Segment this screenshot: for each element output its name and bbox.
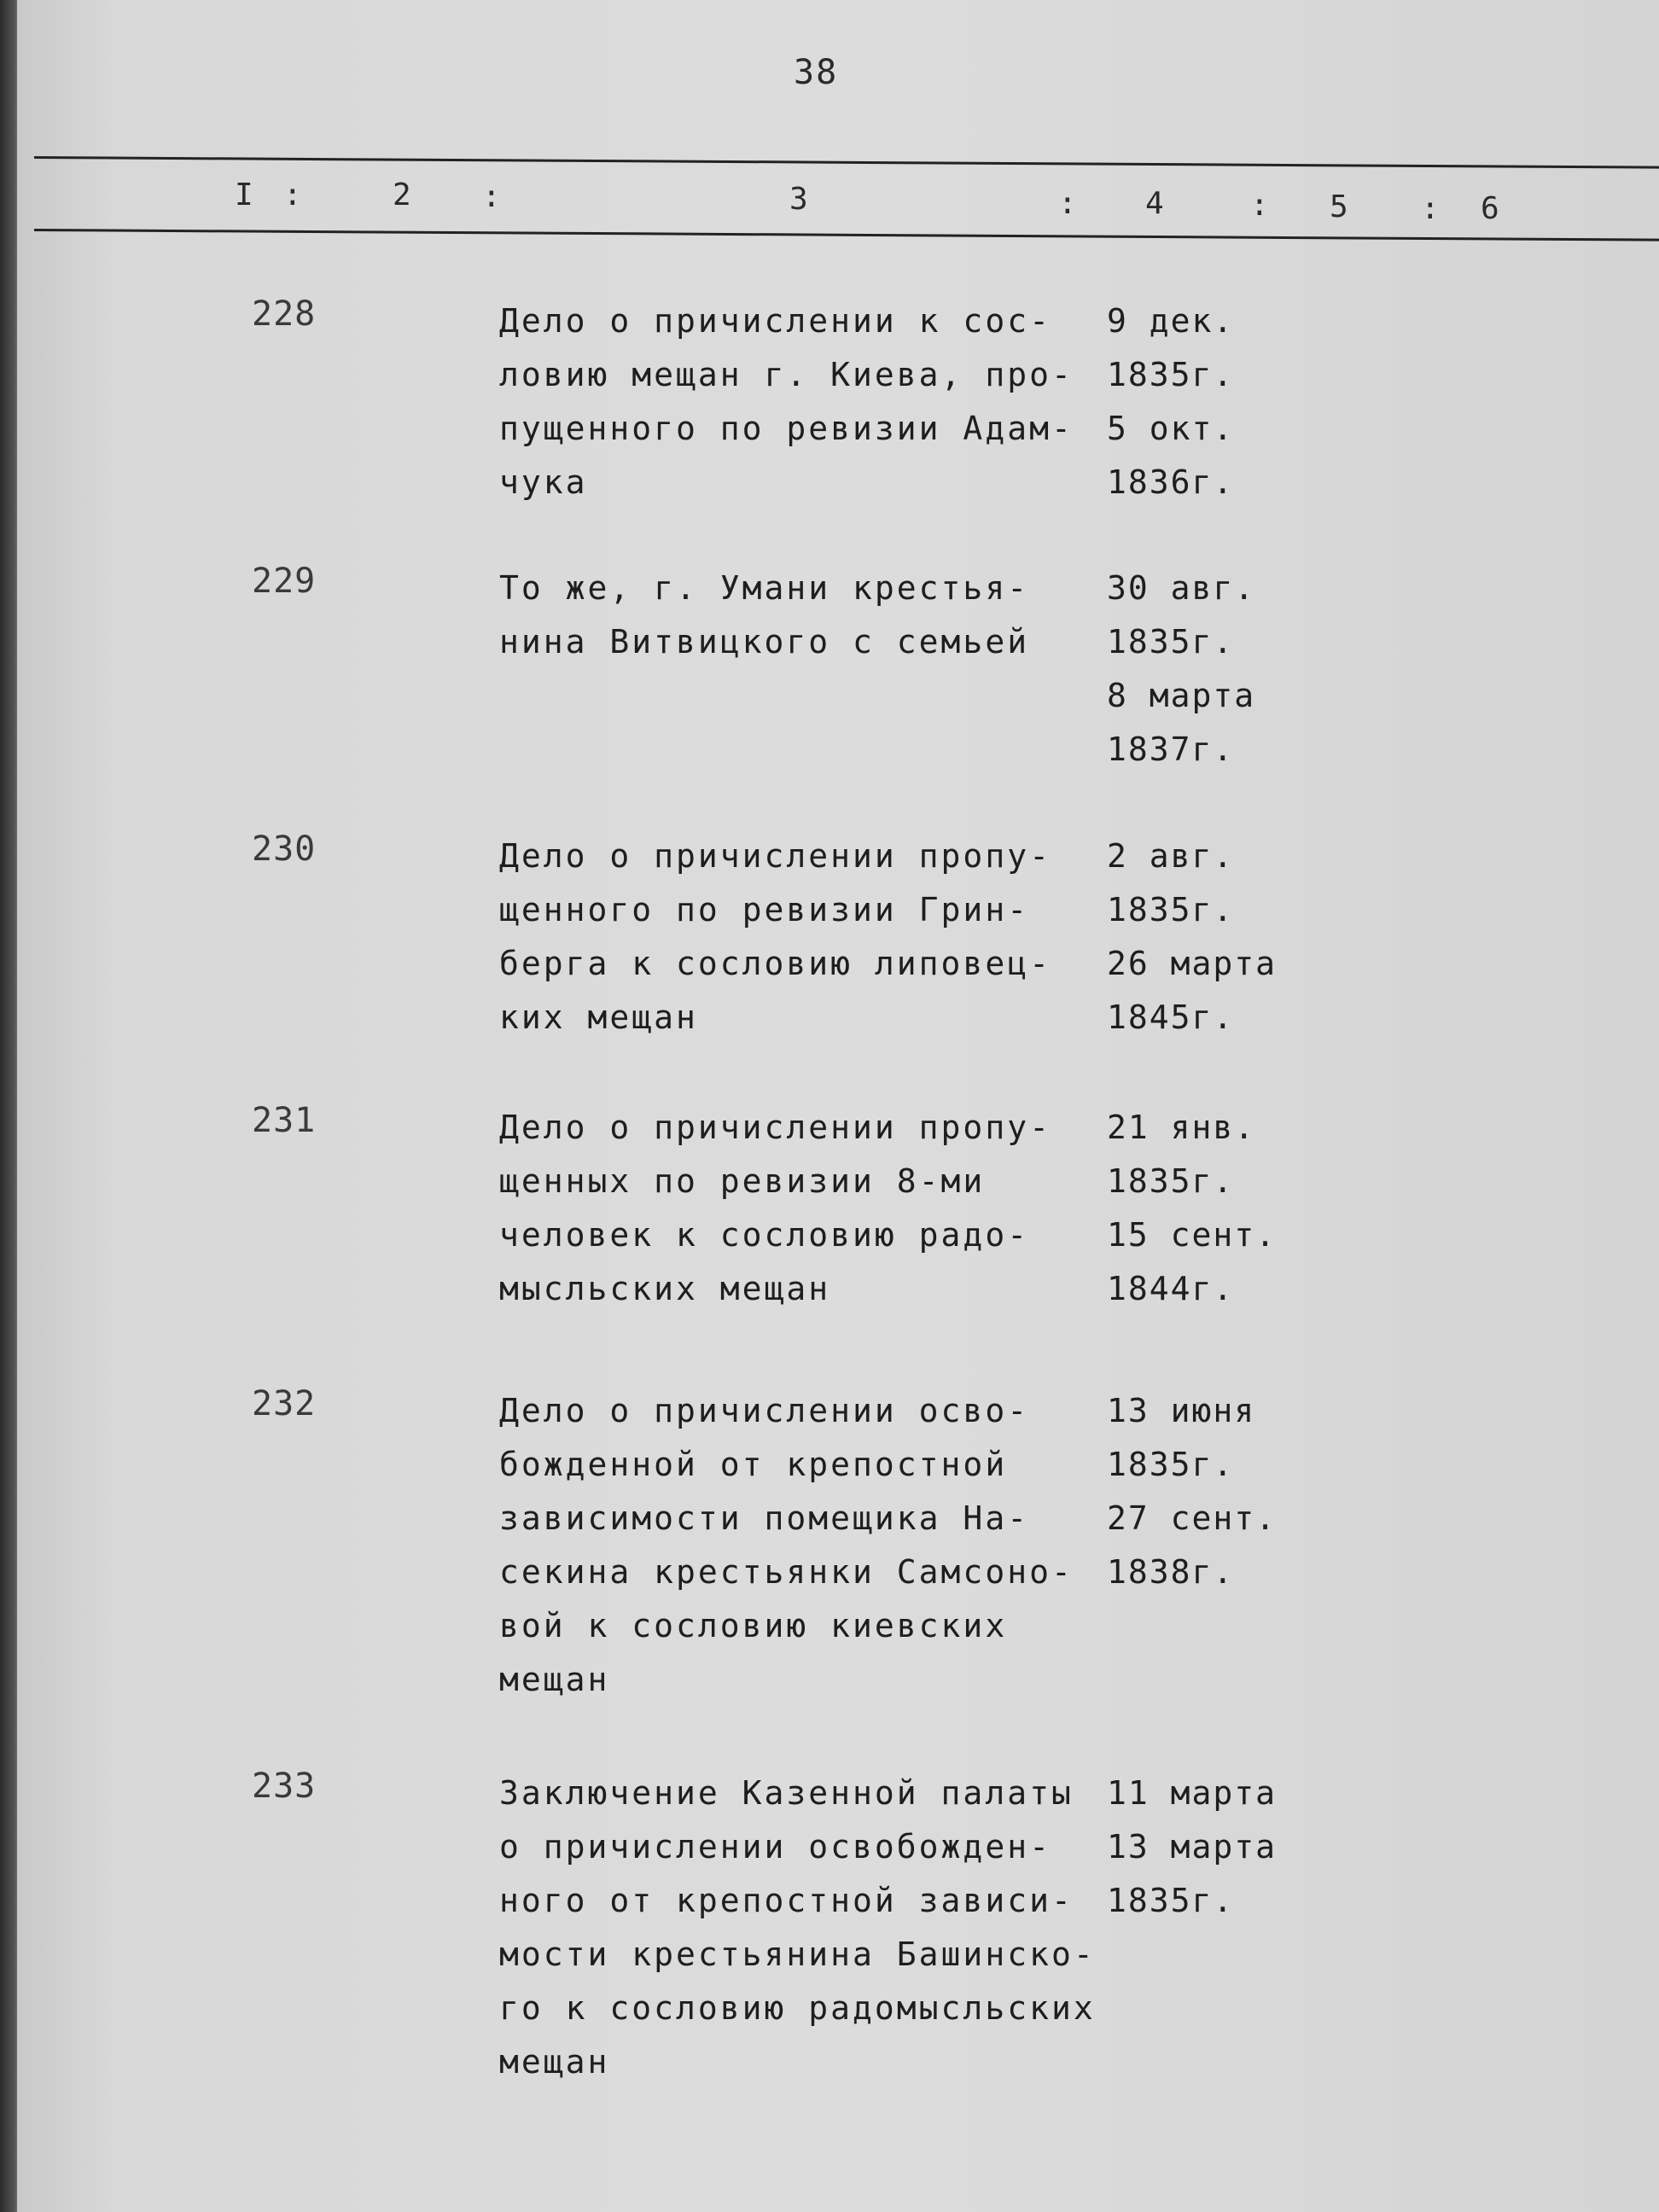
- entry-number: 233: [252, 1767, 317, 1806]
- entry-dates: 30 авг. 1835г. 8 марта 1837г.: [1107, 569, 1256, 768]
- column-header-6: 6: [1481, 191, 1499, 226]
- column-separator: :: [1058, 186, 1077, 221]
- column-header-2: 2: [393, 178, 411, 212]
- column-header-1: I: [235, 178, 253, 212]
- column-separator: :: [1250, 188, 1269, 223]
- entry-number: 229: [252, 562, 317, 601]
- entry-description: Дело о причислении пропу- щенных по ревизии 8-ми человек к сословию радо- мысльских мещан: [499, 1109, 1051, 1307]
- column-header-4: 4: [1145, 186, 1164, 221]
- entry-dates: 2 авг. 1835г. 26 марта 1845г.: [1107, 837, 1278, 1036]
- entry-description: То же, г. Умани крестья- нина Витвицкого с семьей: [499, 569, 1030, 661]
- entry-description: Дело о причислении пропу- щенного по ревизии Грин- берга к сословию липовец- ких мещан: [499, 837, 1051, 1036]
- header-rule-top: [34, 156, 1659, 169]
- entry-description: Заключение Казенной палаты о причислении освобожден- ного от крепостной зависи- мости крестьянина Башинско- го к сословию радомысльских мещан: [499, 1774, 1096, 2081]
- entry-number: 232: [252, 1384, 317, 1423]
- column-separator: :: [1421, 191, 1440, 226]
- entry-dates: 21 янв. 1835г. 15 сент. 1844г.: [1107, 1109, 1278, 1307]
- column-header-3: 3: [789, 182, 808, 217]
- entry-dates: 9 дек. 1835г. 5 окт. 1836г.: [1107, 302, 1235, 501]
- column-header-5: 5: [1330, 189, 1348, 224]
- entry-dates: 13 июня 1835г. 27 сент. 1838г.: [1107, 1392, 1278, 1591]
- column-separator: :: [283, 178, 302, 212]
- entry-description: Дело о причислении осво- божденной от крепостной зависимости помещика На- секина крестьянки Самсоно- вой к сословию киевских мещан: [499, 1392, 1074, 1698]
- entry-description: Дело о причислении к сос- ловию мещан г. Киева, про- пущенного по ревизии Адам- чука: [499, 302, 1074, 501]
- document-page: [17, 0, 1659, 2212]
- header-rule-bottom: [34, 229, 1659, 242]
- entry-number: 231: [252, 1101, 317, 1140]
- page-number: 38: [794, 53, 839, 92]
- entry-number: 230: [252, 830, 317, 869]
- entry-dates: 11 марта 13 марта 1835г.: [1107, 1774, 1278, 1919]
- column-separator: :: [482, 179, 501, 214]
- entry-number: 228: [252, 294, 317, 334]
